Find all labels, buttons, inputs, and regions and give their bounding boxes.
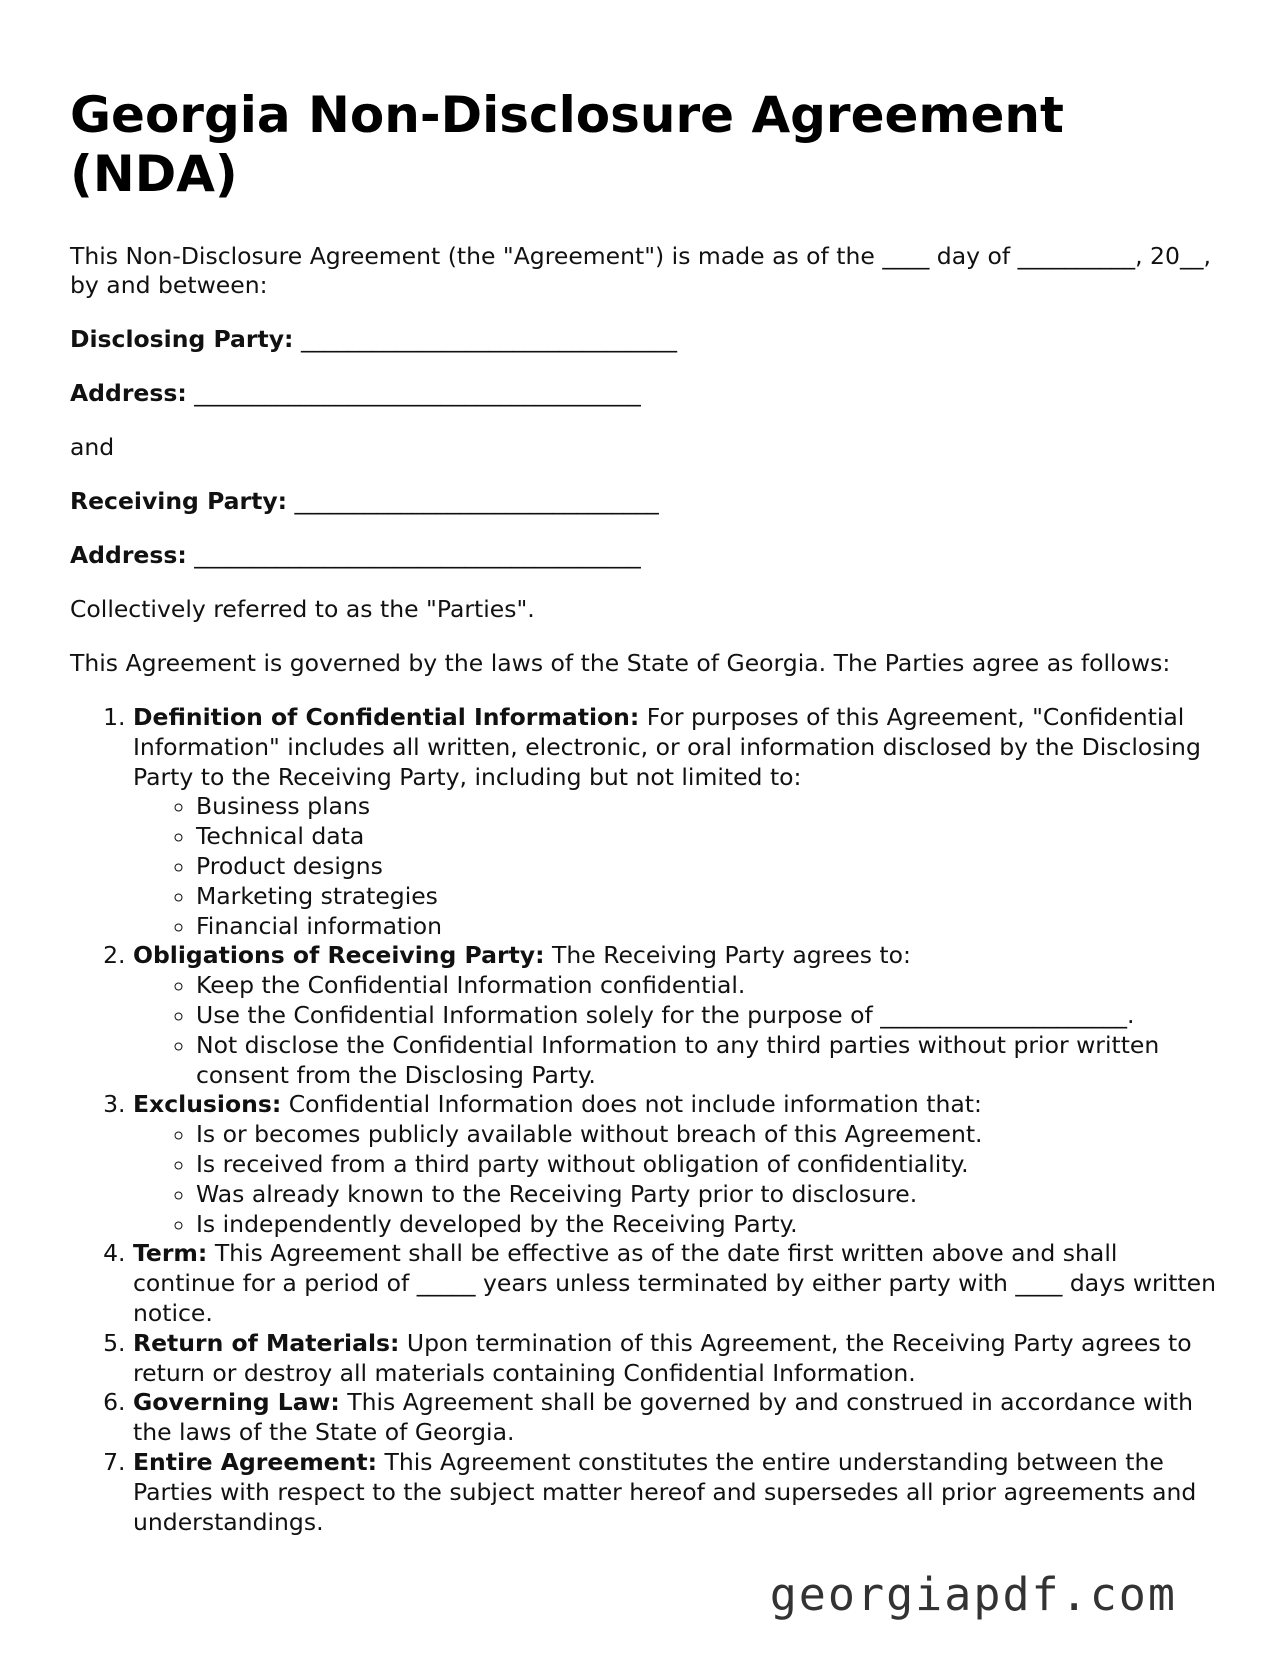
- section-text: This Agreement shall be governed by and construed in accordance with the laws of the State of Georgia.: [133, 1388, 1193, 1447]
- section-definition: [133, 703, 1220, 941]
- section-text: For purposes of this Agreement, "Confidential Information" includes all written, electronic, or oral information disclosed by the Disclosing Party to the Receiving Party, including but not limited to:: [133, 703, 1201, 791]
- section-heading: Entire Agreement:: [133, 1447, 378, 1476]
- section-term: [133, 1239, 1220, 1328]
- list-item: ◦ Product designs: [196, 852, 1220, 882]
- disclosing-address-label: Address:: [70, 379, 187, 407]
- section-heading: Governing Law:: [133, 1388, 340, 1417]
- receiving-address-label: Address:: [70, 541, 187, 569]
- section-text: The Receiving Party agrees to:: [552, 941, 911, 970]
- sub-list: [133, 1120, 1220, 1239]
- section-heading: Term:: [133, 1239, 208, 1268]
- receiving-party-field: [70, 487, 1220, 516]
- list-item: ◦ Is independently developed by the Receiving Party.: [196, 1210, 1220, 1240]
- disclosing-address-blank: ______________________________________: [194, 379, 641, 407]
- section-heading: Obligations of Receiving Party:: [133, 941, 545, 970]
- receiving-address-blank: ______________________________________: [194, 541, 641, 569]
- disclosing-party-blank: ________________________________: [300, 325, 677, 353]
- and-text: and: [70, 433, 115, 461]
- section-text: This Agreement constitutes the entire understanding between the Parties with respect to the subject matter hereof and supersedes all prior agreements and understandings.: [133, 1447, 1197, 1536]
- section-obligations: [133, 941, 1220, 1090]
- section-heading: Definition of Confidential Information:: [133, 703, 640, 731]
- sections-list: [70, 703, 1220, 1537]
- governed-paragraph: This Agreement is governed by the laws of the State of Georgia. The Parties agree as follows:: [70, 649, 1171, 677]
- disclosing-address-field: [70, 379, 1220, 408]
- list-item: ◦ Business plans: [196, 792, 1220, 822]
- section-return-of-materials: [133, 1329, 1220, 1389]
- watermark: georgiapdf.com: [769, 1568, 1177, 1621]
- disclosing-party-label: Disclosing Party:: [70, 325, 294, 353]
- receiving-party-label: Receiving Party:: [70, 487, 288, 515]
- list-item: ◦ Technical data: [196, 822, 1220, 852]
- disclosing-party-field: [70, 325, 1220, 354]
- receiving-address-field: [70, 541, 1220, 570]
- intro-paragraph: This Non-Disclosure Agreement (the "Agreement") is made as of the ____ day of __________, 20__, by and between:: [70, 242, 1211, 299]
- sub-list: [133, 792, 1220, 941]
- document-page: [70, 86, 1220, 1537]
- sub-list: [133, 971, 1220, 1090]
- section-text: Confidential Information does not include information that:: [288, 1090, 982, 1119]
- section-heading: Exclusions:: [133, 1090, 282, 1119]
- receiving-party-blank: _______________________________: [294, 487, 659, 515]
- collectively-paragraph: Collectively referred to as the "Parties".: [70, 595, 535, 623]
- list-item: ◦ Was already known to the Receiving Party prior to disclosure.: [196, 1180, 1220, 1210]
- section-text: Upon termination of this Agreement, the Receiving Party agrees to return or destroy all materials containing Confidential Information.: [133, 1328, 1192, 1387]
- list-item: ◦ Marketing strategies: [196, 882, 1220, 912]
- section-governing-law: [133, 1388, 1220, 1448]
- list-item: ◦ Is received from a third party without obligation of confidentiality.: [196, 1150, 1220, 1180]
- section-entire-agreement: [133, 1448, 1220, 1537]
- section-exclusions: [133, 1090, 1220, 1239]
- section-heading: Return of Materials:: [133, 1328, 400, 1357]
- document-title: Georgia Non-Disclosure Agreement (NDA): [70, 86, 1064, 203]
- section-text: This Agreement shall be effective as of the date first written above and shall continue for a period of _____ years unless terminated by either party with ____ days written notice.: [133, 1239, 1217, 1327]
- list-item: ◦ Use the Confidential Information solely for the purpose of _____________________.: [196, 1001, 1220, 1031]
- list-item: ◦ Keep the Confidential Information confidential.: [196, 971, 1220, 1001]
- list-item: ◦ Financial information: [196, 912, 1220, 942]
- list-item: ◦ Is or becomes publicly available without breach of this Agreement.: [196, 1120, 1220, 1150]
- list-item: ◦ Not disclose the Confidential Information to any third parties without prior written consent from the Disclosing Party.: [196, 1031, 1220, 1091]
